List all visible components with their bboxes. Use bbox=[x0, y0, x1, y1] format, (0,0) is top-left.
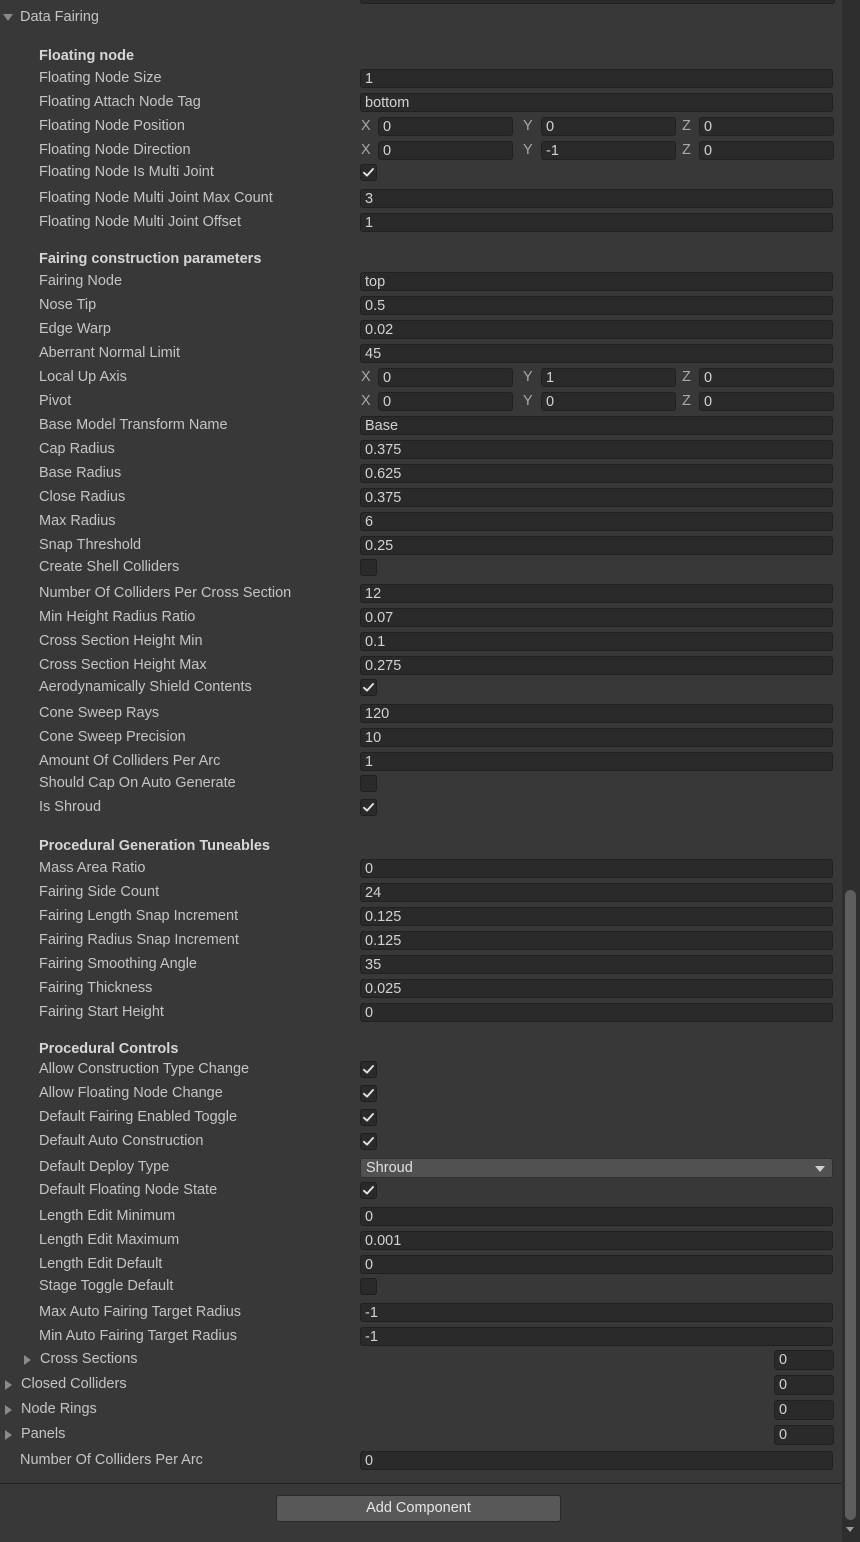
node-rings-count-input[interactable]: 0 bbox=[774, 1400, 834, 1420]
field-label: Close Radius bbox=[39, 489, 126, 505]
axis-z-label: Z bbox=[682, 393, 691, 409]
field-label: Stage Toggle Default bbox=[39, 1278, 174, 1294]
section-title: Data Fairing bbox=[20, 9, 99, 25]
cap-radius-row bbox=[0, 439, 842, 461]
edge-warp-row bbox=[0, 319, 842, 341]
chevron-down-icon bbox=[815, 1166, 825, 1172]
thickness-input[interactable]: 0.025 bbox=[360, 979, 833, 998]
cone-sweep-rays-input[interactable]: 120 bbox=[360, 704, 833, 723]
panels-foldout[interactable] bbox=[0, 1424, 842, 1446]
axis-z-label: Z bbox=[682, 142, 691, 158]
aero-shield-contents-row bbox=[0, 677, 842, 699]
is-shroud-row bbox=[0, 797, 842, 819]
cross-section-height-max-input[interactable]: 0.275 bbox=[360, 656, 833, 675]
field-label: Cone Sweep Precision bbox=[39, 729, 186, 745]
length-edit-min-input[interactable]: 0 bbox=[360, 1207, 833, 1226]
list-label: Panels bbox=[21, 1426, 66, 1442]
aero-shield-contents-checkbox[interactable] bbox=[360, 679, 377, 696]
field-label: Floating Node Size bbox=[39, 70, 162, 86]
list-label: Node Rings bbox=[21, 1401, 97, 1417]
colliders-per-arc-row bbox=[0, 751, 842, 773]
field-label: Default Deploy Type bbox=[39, 1159, 170, 1175]
field-label: Min Height Radius Ratio bbox=[39, 609, 196, 625]
checkmark-icon bbox=[362, 801, 375, 814]
axis-y-label: Y bbox=[523, 118, 533, 134]
field-label: Floating Node Multi Joint Offset bbox=[39, 214, 242, 230]
max-auto-target-radius-input[interactable]: -1 bbox=[360, 1303, 833, 1322]
floating-attach-tag-row bbox=[0, 92, 842, 114]
node-rings-foldout[interactable] bbox=[0, 1399, 842, 1421]
field-label: Amount Of Colliders Per Arc bbox=[39, 753, 221, 769]
allow-construction-type-change-row bbox=[0, 1059, 842, 1081]
is-multi-joint-checkbox[interactable] bbox=[360, 164, 377, 181]
field-label: Cap Radius bbox=[39, 441, 115, 457]
construction-header: Fairing construction parameters bbox=[39, 251, 262, 267]
position-x-input[interactable]: 0 bbox=[378, 117, 513, 136]
default-fairing-enabled-row bbox=[0, 1107, 842, 1129]
list-label: Cross Sections bbox=[40, 1351, 138, 1367]
min-auto-target-radius-input[interactable]: -1 bbox=[360, 1327, 833, 1346]
axis-x-label: X bbox=[361, 118, 371, 134]
field-label: Is Shroud bbox=[39, 799, 102, 815]
start-height-row bbox=[0, 1002, 842, 1024]
field-label: Length Edit Default bbox=[39, 1256, 163, 1272]
field-label: Mass Area Ratio bbox=[39, 860, 146, 876]
cone-sweep-precision-row bbox=[0, 727, 842, 749]
default-deploy-type-dropdown[interactable]: Shroud bbox=[360, 1158, 833, 1178]
allow-floating-node-change-checkbox[interactable] bbox=[360, 1085, 377, 1102]
field-label: Default Fairing Enabled Toggle bbox=[39, 1109, 238, 1125]
colliders-per-cross-section-input[interactable]: 12 bbox=[360, 584, 833, 603]
create-shell-colliders-row bbox=[0, 557, 842, 579]
allow-construction-type-change-checkbox[interactable] bbox=[360, 1061, 377, 1078]
field-label: Min Auto Fairing Target Radius bbox=[39, 1328, 238, 1344]
smoothing-angle-row bbox=[0, 954, 842, 976]
max-radius-input[interactable]: 6 bbox=[360, 512, 833, 531]
vector3-field bbox=[360, 368, 835, 388]
field-label: Allow Construction Type Change bbox=[39, 1061, 250, 1077]
field-label: Fairing Smoothing Angle bbox=[39, 956, 197, 972]
scrollbar-thumb[interactable] bbox=[845, 890, 856, 1520]
mass-area-ratio-row bbox=[0, 858, 842, 880]
start-height-input[interactable]: 0 bbox=[360, 1003, 833, 1022]
pivot-z-input[interactable]: 0 bbox=[699, 392, 834, 411]
checkmark-icon bbox=[362, 1111, 375, 1124]
field-label: Fairing Side Count bbox=[39, 884, 160, 900]
field-label: Max Auto Fairing Target Radius bbox=[39, 1304, 242, 1320]
vector3-field bbox=[360, 392, 835, 412]
floating-node-direction-row bbox=[0, 140, 842, 162]
cross-sections-foldout[interactable] bbox=[0, 1349, 842, 1371]
controls-header: Procedural Controls bbox=[39, 1041, 179, 1057]
checkmark-icon bbox=[362, 1184, 375, 1197]
close-radius-row bbox=[0, 487, 842, 509]
stage-toggle-default-row bbox=[0, 1276, 842, 1298]
scroll-down-arrow-icon[interactable] bbox=[846, 1527, 854, 1532]
snap-threshold-row bbox=[0, 535, 842, 557]
cone-sweep-precision-input[interactable]: 10 bbox=[360, 728, 833, 747]
foldout-closed-arrow-icon[interactable] bbox=[5, 1380, 12, 1390]
field-label: Length Edit Minimum bbox=[39, 1208, 176, 1224]
field-label: Cross Section Height Min bbox=[39, 633, 203, 649]
cross-sections-count-input[interactable]: 0 bbox=[774, 1350, 834, 1370]
nose-tip-input[interactable]: 0.5 bbox=[360, 296, 833, 315]
min-auto-target-radius-row bbox=[0, 1326, 842, 1348]
length-edit-min-row bbox=[0, 1206, 842, 1228]
field-label: Aberrant Normal Limit bbox=[39, 345, 181, 361]
axis-z-label: Z bbox=[682, 369, 691, 385]
pivot-row bbox=[0, 391, 842, 413]
fairing-node-row bbox=[0, 271, 842, 293]
field-label: Fairing Start Height bbox=[39, 1004, 164, 1020]
direction-x-input[interactable]: 0 bbox=[378, 141, 513, 160]
default-deploy-type-row bbox=[0, 1157, 842, 1179]
create-shell-colliders-checkbox[interactable] bbox=[360, 559, 377, 576]
floating-node-header-row bbox=[0, 46, 842, 68]
field-label: Number Of Colliders Per Arc bbox=[20, 1452, 203, 1468]
colliders-per-cross-section-row bbox=[0, 583, 842, 605]
multi-joint-max-count-row bbox=[0, 188, 842, 210]
list-label: Closed Colliders bbox=[21, 1376, 127, 1392]
tuneables-header-row bbox=[0, 836, 842, 858]
aberrant-normal-limit-row bbox=[0, 343, 842, 365]
edge-warp-input[interactable]: 0.02 bbox=[360, 320, 833, 339]
checkmark-icon bbox=[362, 166, 375, 179]
field-label: Max Radius bbox=[39, 513, 116, 529]
checkmark-icon bbox=[362, 1087, 375, 1100]
checkmark-icon bbox=[362, 1063, 375, 1076]
field-label: Edge Warp bbox=[39, 321, 111, 337]
field-label: Should Cap On Auto Generate bbox=[39, 775, 236, 791]
field-label: Number Of Colliders Per Cross Section bbox=[39, 585, 292, 601]
cross-section-height-min-input[interactable]: 0.1 bbox=[360, 632, 833, 651]
field-label: Length Edit Maximum bbox=[39, 1232, 180, 1248]
local-up-x-input[interactable]: 0 bbox=[378, 368, 513, 387]
field-label: Fairing Radius Snap Increment bbox=[39, 932, 239, 948]
axis-y-label: Y bbox=[523, 142, 533, 158]
max-radius-row bbox=[0, 511, 842, 533]
foldout-closed-arrow-icon[interactable] bbox=[5, 1405, 12, 1415]
floating-attach-tag-input[interactable]: bottom bbox=[360, 93, 833, 112]
colliders-per-arc-input[interactable]: 1 bbox=[360, 752, 833, 771]
field-label: Base Radius bbox=[39, 465, 122, 481]
axis-x-label: X bbox=[361, 393, 371, 409]
stage-toggle-default-checkbox[interactable] bbox=[360, 1278, 377, 1295]
length-snap-row bbox=[0, 906, 842, 928]
tuneables-header: Procedural Generation Tuneables bbox=[39, 838, 270, 854]
length-edit-max-row bbox=[0, 1230, 842, 1252]
field-label: Fairing Length Snap Increment bbox=[39, 908, 239, 924]
checkmark-icon bbox=[362, 681, 375, 694]
field-label: Floating Attach Node Tag bbox=[39, 94, 201, 110]
direction-y-input[interactable]: -1 bbox=[541, 141, 676, 160]
foldout-open-arrow-icon[interactable] bbox=[3, 14, 13, 21]
side-count-row bbox=[0, 882, 842, 904]
radius-snap-row bbox=[0, 930, 842, 952]
base-radius-input[interactable]: 0.625 bbox=[360, 464, 833, 483]
construction-header-row bbox=[0, 249, 842, 271]
pivot-y-input[interactable]: 0 bbox=[541, 392, 676, 411]
cap-on-auto-generate-row bbox=[0, 773, 842, 795]
axis-z-label: Z bbox=[682, 118, 691, 134]
field-label: Local Up Axis bbox=[39, 369, 127, 385]
fairing-node-input[interactable]: top bbox=[360, 272, 833, 291]
checkmark-icon bbox=[362, 1135, 375, 1148]
data-fairing-foldout[interactable] bbox=[0, 7, 842, 29]
field-label: Base Model Transform Name bbox=[39, 417, 228, 433]
local-up-axis-row bbox=[0, 367, 842, 389]
max-auto-target-radius-row bbox=[0, 1302, 842, 1324]
foldout-closed-arrow-icon[interactable] bbox=[24, 1355, 31, 1365]
field-label: Floating Node Direction bbox=[39, 142, 191, 158]
axis-y-label: Y bbox=[523, 369, 533, 385]
floating-node-size-input[interactable]: 1 bbox=[360, 69, 833, 88]
floating-node-size-row bbox=[0, 68, 842, 90]
closed-colliders-foldout[interactable] bbox=[0, 1374, 842, 1396]
base-model-transform-row bbox=[0, 415, 842, 437]
multi-joint-max-count-input[interactable]: 3 bbox=[360, 189, 833, 208]
clipped-field-top[interactable] bbox=[360, 0, 835, 4]
multi-joint-offset-row bbox=[0, 212, 842, 234]
close-radius-input[interactable]: 0.375 bbox=[360, 488, 833, 507]
axis-x-label: X bbox=[361, 369, 371, 385]
field-label: Aerodynamically Shield Contents bbox=[39, 679, 252, 695]
field-label: Default Auto Construction bbox=[39, 1133, 204, 1149]
add-component-button[interactable]: Add Component bbox=[276, 1495, 561, 1522]
direction-z-input[interactable]: 0 bbox=[699, 141, 834, 160]
is-shroud-checkbox[interactable] bbox=[360, 799, 377, 816]
floating-node-header: Floating node bbox=[39, 48, 135, 64]
colliders-per-arc-root-row bbox=[0, 1450, 842, 1472]
length-snap-input[interactable]: 0.125 bbox=[360, 907, 833, 926]
cap-radius-input[interactable]: 0.375 bbox=[360, 440, 833, 459]
length-edit-max-input[interactable]: 0.001 bbox=[360, 1231, 833, 1250]
field-label: Default Floating Node State bbox=[39, 1182, 218, 1198]
default-fairing-enabled-checkbox[interactable] bbox=[360, 1109, 377, 1126]
min-height-radius-ratio-row bbox=[0, 607, 842, 629]
default-floating-node-state-checkbox[interactable] bbox=[360, 1182, 377, 1199]
field-label: Pivot bbox=[39, 393, 72, 409]
mass-area-ratio-input[interactable]: 0 bbox=[360, 859, 833, 878]
divider bbox=[0, 1483, 842, 1484]
field-label: Floating Node Position bbox=[39, 118, 185, 134]
field-label: Floating Node Multi Joint Max Count bbox=[39, 190, 273, 206]
field-label: Create Shell Colliders bbox=[39, 559, 180, 575]
default-auto-construction-checkbox[interactable] bbox=[360, 1133, 377, 1150]
field-label: Cross Section Height Max bbox=[39, 657, 207, 673]
smoothing-angle-input[interactable]: 35 bbox=[360, 955, 833, 974]
cross-section-height-max-row bbox=[0, 655, 842, 677]
cone-sweep-rays-row bbox=[0, 703, 842, 725]
position-z-input[interactable]: 0 bbox=[699, 117, 834, 136]
floating-node-position-row bbox=[0, 116, 842, 138]
field-label: Fairing Node bbox=[39, 273, 123, 289]
field-label: Allow Floating Node Change bbox=[39, 1085, 223, 1101]
controls-header-row bbox=[0, 1039, 842, 1061]
local-up-z-input[interactable]: 0 bbox=[699, 368, 834, 387]
side-count-input[interactable]: 24 bbox=[360, 883, 833, 902]
cross-section-height-min-row bbox=[0, 631, 842, 653]
allow-floating-node-change-row bbox=[0, 1083, 842, 1105]
axis-x-label: X bbox=[361, 142, 371, 158]
base-model-transform-input[interactable]: Base bbox=[360, 416, 833, 435]
position-y-input[interactable]: 0 bbox=[541, 117, 676, 136]
nose-tip-row bbox=[0, 295, 842, 317]
multi-joint-offset-input[interactable]: 1 bbox=[360, 213, 833, 232]
field-label: Floating Node Is Multi Joint bbox=[39, 164, 214, 180]
field-label: Nose Tip bbox=[39, 297, 97, 313]
panels-count-input[interactable]: 0 bbox=[774, 1425, 834, 1445]
snap-threshold-input[interactable]: 0.25 bbox=[360, 536, 833, 555]
floating-is-multi-joint-row bbox=[0, 162, 842, 184]
vector3-field bbox=[360, 117, 835, 137]
field-label: Snap Threshold bbox=[39, 537, 142, 553]
vector3-field bbox=[360, 141, 835, 161]
length-edit-default-input[interactable]: 0 bbox=[360, 1255, 833, 1274]
cap-on-auto-generate-checkbox[interactable] bbox=[360, 775, 377, 792]
length-edit-default-row bbox=[0, 1254, 842, 1276]
pivot-x-input[interactable]: 0 bbox=[378, 392, 513, 411]
local-up-y-input[interactable]: 1 bbox=[541, 368, 676, 387]
base-radius-row bbox=[0, 463, 842, 485]
default-auto-construction-row bbox=[0, 1131, 842, 1153]
radius-snap-input[interactable]: 0.125 bbox=[360, 931, 833, 950]
field-label: Cone Sweep Rays bbox=[39, 705, 160, 721]
colliders-per-arc-root-input[interactable]: 0 bbox=[360, 1451, 833, 1470]
default-floating-node-state-row bbox=[0, 1180, 842, 1202]
foldout-closed-arrow-icon[interactable] bbox=[5, 1430, 12, 1440]
min-height-radius-ratio-input[interactable]: 0.07 bbox=[360, 608, 833, 627]
axis-y-label: Y bbox=[523, 393, 533, 409]
aberrant-normal-limit-input[interactable]: 45 bbox=[360, 344, 833, 363]
field-label: Fairing Thickness bbox=[39, 980, 153, 996]
thickness-row bbox=[0, 978, 842, 1000]
closed-colliders-count-input[interactable]: 0 bbox=[774, 1375, 834, 1395]
